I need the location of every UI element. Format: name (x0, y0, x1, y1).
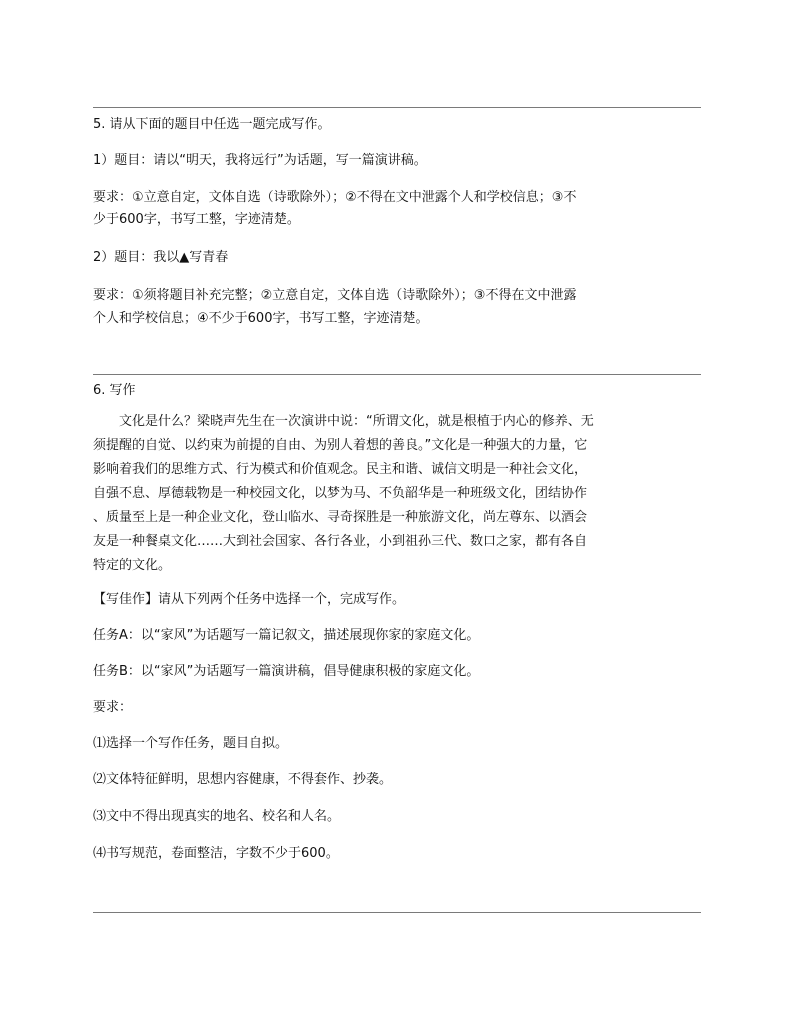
q6-requirement-item: ⑴选择一个写作任务，题目自拟。 (93, 736, 289, 751)
q6-requirement-item: ⑶文中不得出现真实的地名、校名和人名。 (93, 809, 341, 824)
q6-paragraph-line: 文化是什么？梁晓声先生在一次演讲中说：“所谓文化，就是根植于内心的修养、无 (119, 414, 594, 429)
q6-requirements-label: 要求： (93, 700, 133, 715)
q5-item2-requirements-line2: 个人和学校信息；④不少于600字，书写工整，字迹清楚。 (93, 311, 429, 326)
q5-item2-requirements-line1: 要求：①须将题目补充完整；②立意自定，文体自选（诗歌除外）；③不得在文中泄露 (93, 288, 577, 303)
q6-task-b: 任务B：以“家风”为话题写一篇演讲稿，倡导健康积极的家庭文化。 (93, 664, 480, 679)
q6-paragraph-line: 自强不息、厚德载物是一种校园文化，以梦为马、不负韶华是一种班级文化，团结协作 (93, 486, 588, 501)
q6-title: 6. 写作 (93, 383, 136, 398)
middle-divider (93, 374, 701, 375)
q5-title: 5. 请从下面的题目中任选一题完成写作。 (93, 117, 331, 132)
q6-paragraph-line: 、质量至上是一种企业文化，登山临水、寻奇探胜是一种旅游文化，尚左尊东、以酒会 (93, 510, 588, 525)
bottom-divider (93, 912, 701, 913)
top-divider (93, 107, 701, 108)
q5-item2-prompt: 2）题目：我以▲写青春 (93, 250, 229, 265)
q5-item1-prompt: 1）题目：请以“明天，我将远行”为话题，写一篇演讲稿。 (93, 153, 427, 168)
q6-task-intro: 【写佳作】请从下列两个任务中选择一个，完成写作。 (93, 592, 406, 607)
q6-paragraph-line: 须提醒的自觉、以约束为前提的自由、为别人着想的善良。”文化是一种强大的力量，它 (93, 438, 588, 453)
q6-task-a: 任务A：以“家风”为话题写一篇记叙文，描述展现你家的家庭文化。 (93, 628, 480, 643)
q5-item1-requirements-line1: 要求：①立意自定，文体自选（诗歌除外）；②不得在文中泄露个人和学校信息；③不 (93, 190, 577, 205)
q5-item1-requirements-line2: 少于600字，书写工整，字迹清楚。 (93, 212, 300, 227)
q6-paragraph-line: 友是一种餐桌文化……大到社会国家、各行各业，小到祖孙三代、数口之家，都有各自 (93, 534, 588, 549)
q6-requirement-item: ⑷书写规范，卷面整洁，字数不少于600。 (93, 846, 339, 861)
q6-paragraph-line: 影响着我们的思维方式、行为模式和价值观念。民主和谐、诚信文明是一种社会文化， (93, 462, 588, 477)
q6-paragraph-line: 特定的文化。 (93, 558, 172, 573)
q6-requirement-item: ⑵文体特征鲜明，思想内容健康，不得套作、抄袭。 (93, 772, 393, 787)
